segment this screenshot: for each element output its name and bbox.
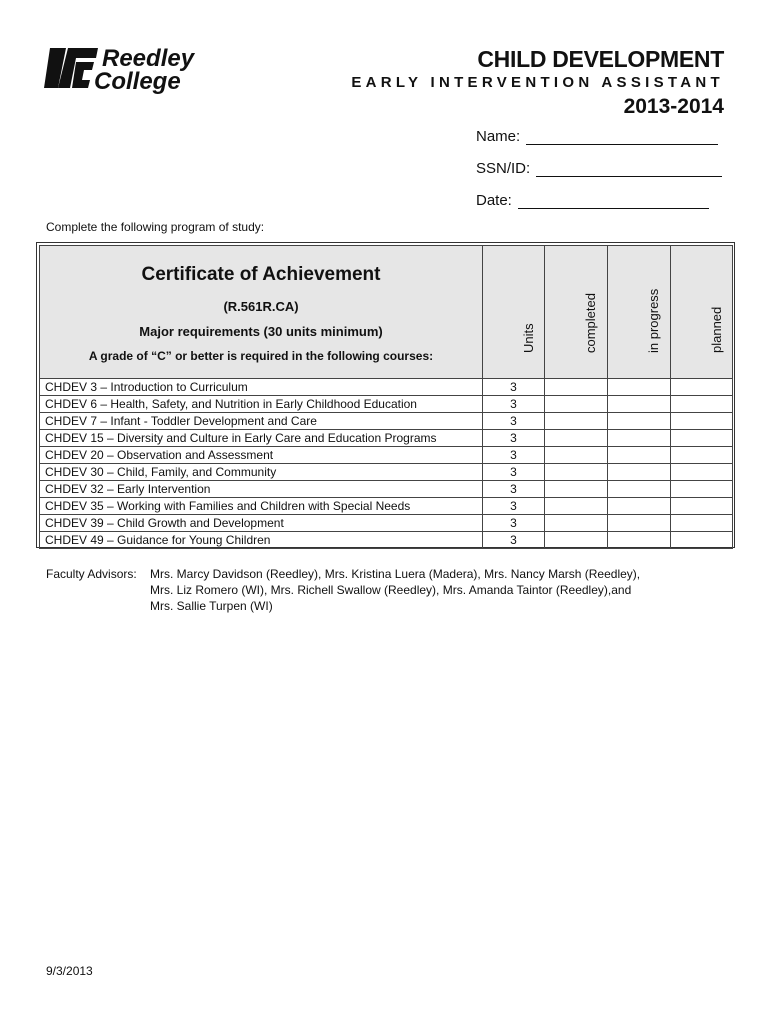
table-row <box>40 481 733 498</box>
program-title: CHILD DEVELOPMENT <box>477 46 724 72</box>
course-units: 3 <box>483 379 545 396</box>
table-row <box>40 396 733 413</box>
planned-cell[interactable] <box>671 498 733 515</box>
advisors-line: Mrs. Liz Romero (WI), Mrs. Richell Swallow (Reedley), Mrs. Amanda Taintor (Reedley),and <box>150 583 632 597</box>
course-name: CHDEV 7 – Infant - Toddler Development and Care <box>40 413 483 430</box>
program-subtitle: EARLY INTERVENTION ASSISTANT <box>351 74 724 91</box>
planned-cell[interactable] <box>671 481 733 498</box>
date-field[interactable] <box>476 192 709 209</box>
planned-cell[interactable] <box>671 515 733 532</box>
advisors-line: Mrs. Marcy Davidson (Reedley), Mrs. Kristina Luera (Madera), Mrs. Nancy Marsh (Reedley), <box>150 567 641 581</box>
course-units: 3 <box>483 464 545 481</box>
course-units: 3 <box>483 532 545 549</box>
course-units: 3 <box>483 515 545 532</box>
ssn-field[interactable] <box>476 160 722 177</box>
in-progress-cell[interactable] <box>608 447 671 464</box>
course-name: CHDEV 20 – Observation and Assessment <box>40 447 483 464</box>
planned-cell[interactable] <box>671 532 733 549</box>
course-units: 3 <box>483 481 545 498</box>
completed-cell[interactable] <box>545 515 608 532</box>
table-row <box>40 464 733 481</box>
course-name: CHDEV 15 – Diversity and Culture in Early Care and Education Programs <box>40 430 483 447</box>
completed-cell[interactable] <box>545 379 608 396</box>
completed-cell[interactable] <box>545 413 608 430</box>
in-progress-column-header: in progress <box>608 246 671 379</box>
certificate-title: Certificate of Achievement <box>141 264 381 285</box>
completed-cell[interactable] <box>545 481 608 498</box>
name-field[interactable] <box>476 128 718 145</box>
in-progress-cell[interactable] <box>608 464 671 481</box>
in-progress-cell[interactable] <box>608 532 671 549</box>
completed-cell[interactable] <box>545 498 608 515</box>
planned-column-header: planned <box>671 246 733 379</box>
course-units: 3 <box>483 498 545 515</box>
logo-line1: Reedley <box>102 45 195 72</box>
completed-column-header: completed <box>545 246 608 379</box>
footer-date: 9/3/2013 <box>46 964 93 978</box>
units-column-header: Units <box>483 246 545 379</box>
advisors-line: Mrs. Sallie Turpen (WI) <box>150 599 273 613</box>
logo-line2: College <box>94 68 181 94</box>
planned-cell[interactable] <box>671 447 733 464</box>
grade-note: A grade of “C” or better is required in the following courses: <box>88 349 434 363</box>
in-progress-cell[interactable] <box>608 379 671 396</box>
course-name: CHDEV 3 – Introduction to Curriculum <box>40 379 483 396</box>
rc-monogram-icon <box>44 48 98 88</box>
completed-cell[interactable] <box>545 447 608 464</box>
date-line[interactable] <box>518 193 709 209</box>
date-label: Date: <box>476 192 512 209</box>
course-name: CHDEV 35 – Working with Families and Children with Special Needs <box>40 498 483 515</box>
completed-cell[interactable] <box>545 396 608 413</box>
course-name: CHDEV 30 – Child, Family, and Community <box>40 464 483 481</box>
completed-cell[interactable] <box>545 464 608 481</box>
course-units: 3 <box>483 430 545 447</box>
intro-text: Complete the following program of study: <box>46 220 265 234</box>
in-progress-cell[interactable] <box>608 481 671 498</box>
name-label: Name: <box>476 128 521 145</box>
table-row <box>40 430 733 447</box>
table-row <box>40 379 733 396</box>
completed-cell[interactable] <box>545 430 608 447</box>
major-requirements: Major requirements (30 units minimum) <box>139 324 383 339</box>
ssn-line[interactable] <box>536 161 722 177</box>
in-progress-cell[interactable] <box>608 498 671 515</box>
table-row <box>40 447 733 464</box>
completed-cell[interactable] <box>545 532 608 549</box>
planned-cell[interactable] <box>671 430 733 447</box>
course-units: 3 <box>483 413 545 430</box>
in-progress-cell[interactable] <box>608 430 671 447</box>
course-name: CHDEV 49 – Guidance for Young Children <box>40 532 483 549</box>
table-row <box>40 515 733 532</box>
advisors-names <box>150 566 710 614</box>
ssn-label: SSN/ID: <box>476 160 531 177</box>
planned-cell[interactable] <box>671 379 733 396</box>
certificate-header <box>40 246 483 379</box>
in-progress-cell[interactable] <box>608 515 671 532</box>
college-logo <box>44 44 244 94</box>
course-name: CHDEV 32 – Early Intervention <box>40 481 483 498</box>
catalog-year: 2013-2014 <box>623 95 724 118</box>
table-row <box>40 498 733 515</box>
planned-cell[interactable] <box>671 396 733 413</box>
course-name: CHDEV 39 – Child Growth and Development <box>40 515 483 532</box>
advisors-label: Faculty Advisors: <box>46 567 137 581</box>
in-progress-cell[interactable] <box>608 413 671 430</box>
planned-cell[interactable] <box>671 413 733 430</box>
certificate-code: (R.561R.CA) <box>223 299 299 314</box>
planned-cell[interactable] <box>671 464 733 481</box>
course-units: 3 <box>483 396 545 413</box>
table-row <box>40 413 733 430</box>
name-line[interactable] <box>526 129 718 145</box>
in-progress-cell[interactable] <box>608 396 671 413</box>
table-row <box>40 532 733 549</box>
course-name: CHDEV 6 – Health, Safety, and Nutrition in Early Childhood Education <box>40 396 483 413</box>
course-table <box>39 245 733 549</box>
course-units: 3 <box>483 447 545 464</box>
